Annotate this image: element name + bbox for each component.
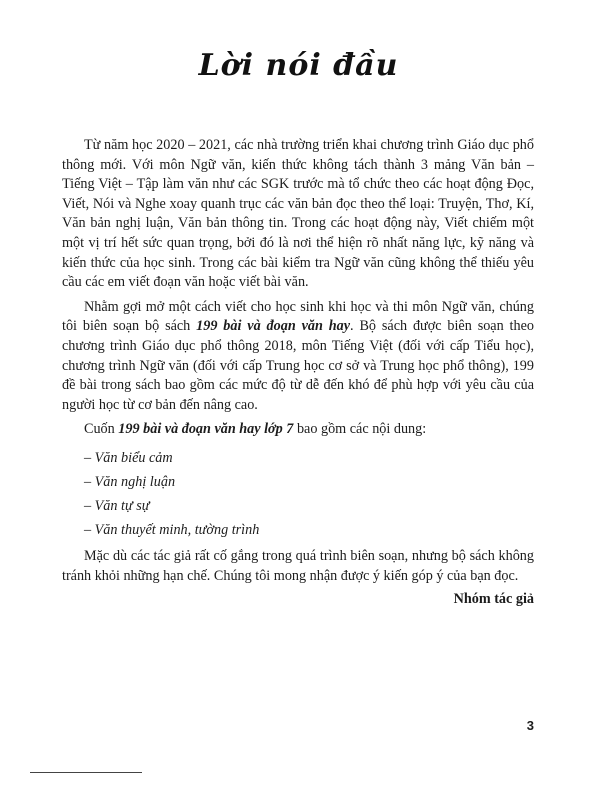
paragraph-contents-text-end: bao gồm các nội dung: bbox=[293, 421, 427, 438]
footer-rule bbox=[30, 772, 142, 773]
contents-list bbox=[62, 446, 534, 542]
paragraph-purpose bbox=[62, 298, 534, 416]
paragraph-purpose-text-start: Nhằm gợi mở một cách viết cho học sinh khi học và thi môn Ngữ văn, chúng tôi biên soạn bộ sách bbox=[62, 298, 534, 335]
author-signature: Nhóm tác giả bbox=[453, 591, 534, 608]
paragraph-contents-intro bbox=[62, 420, 534, 440]
page-title: Lời nói đầu bbox=[198, 48, 399, 83]
paragraph-purpose-text-end: . Bộ sách được biên soạn theo chương trình Giáo dục phổ thông 2018, môn Tiếng Việt (đối với cấp Tiểu học), chương trình Ngữ văn (đối với cấp Trung học cơ sở và Trung học phổ thông), 199 đề bài trong sách bao gồm các mức độ từ dễ đến khó để phù hợp với yêu cầu của người học từ cơ bản đến nâng cao. bbox=[62, 318, 534, 413]
list-item: – Văn thuyết minh, tường trình bbox=[84, 521, 260, 538]
preface-body bbox=[62, 136, 534, 610]
list-item: – Văn biểu cảm bbox=[84, 449, 173, 466]
book-title: 199 bài và đoạn văn hay lớp 7 bbox=[118, 421, 294, 438]
page-number: 3 bbox=[526, 718, 534, 733]
list-item: – Văn nghị luận bbox=[84, 473, 176, 490]
paragraph-closing: Mặc dù các tác giả rất cố gắng trong quá trình biên soạn, nhưng bộ sách không tránh khỏi những hạn chế. Chúng tôi mong nhận được ý kiến góp ý của bạn đọc. bbox=[62, 547, 534, 584]
book-series-title: 199 bài và đoạn văn hay bbox=[196, 318, 351, 335]
paragraph-intro: Từ năm học 2020 – 2021, các nhà trường triển khai chương trình Giáo dục phổ thông mới. Với môn Ngữ văn, kiến thức không tách thành 3 mảng Văn bản – Tiếng Việt – Tập làm văn như các SGK trước mà tổ chức theo các hoạt động Đọc, Viết, Nói và Nghe xoay quanh trục các văn bản đọc theo thể loại: Truyện, Thơ, Kí, Văn bản nghị luận, Văn bản thông tin. Trong các hoạt động này, Viết chiếm một một vị trí hết sức quan trọng, bởi đó là nơi thể hiện rõ nhất năng lực, kỹ năng và kiến thức của học sinh. Trong các bài kiểm tra Ngữ văn cũng không thể thiếu yêu cầu các em viết đoạn văn hoặc viết bài văn. bbox=[62, 137, 534, 291]
paragraph-contents-text-start: Cuốn bbox=[84, 421, 119, 438]
list-item: – Văn tự sự bbox=[84, 497, 150, 514]
